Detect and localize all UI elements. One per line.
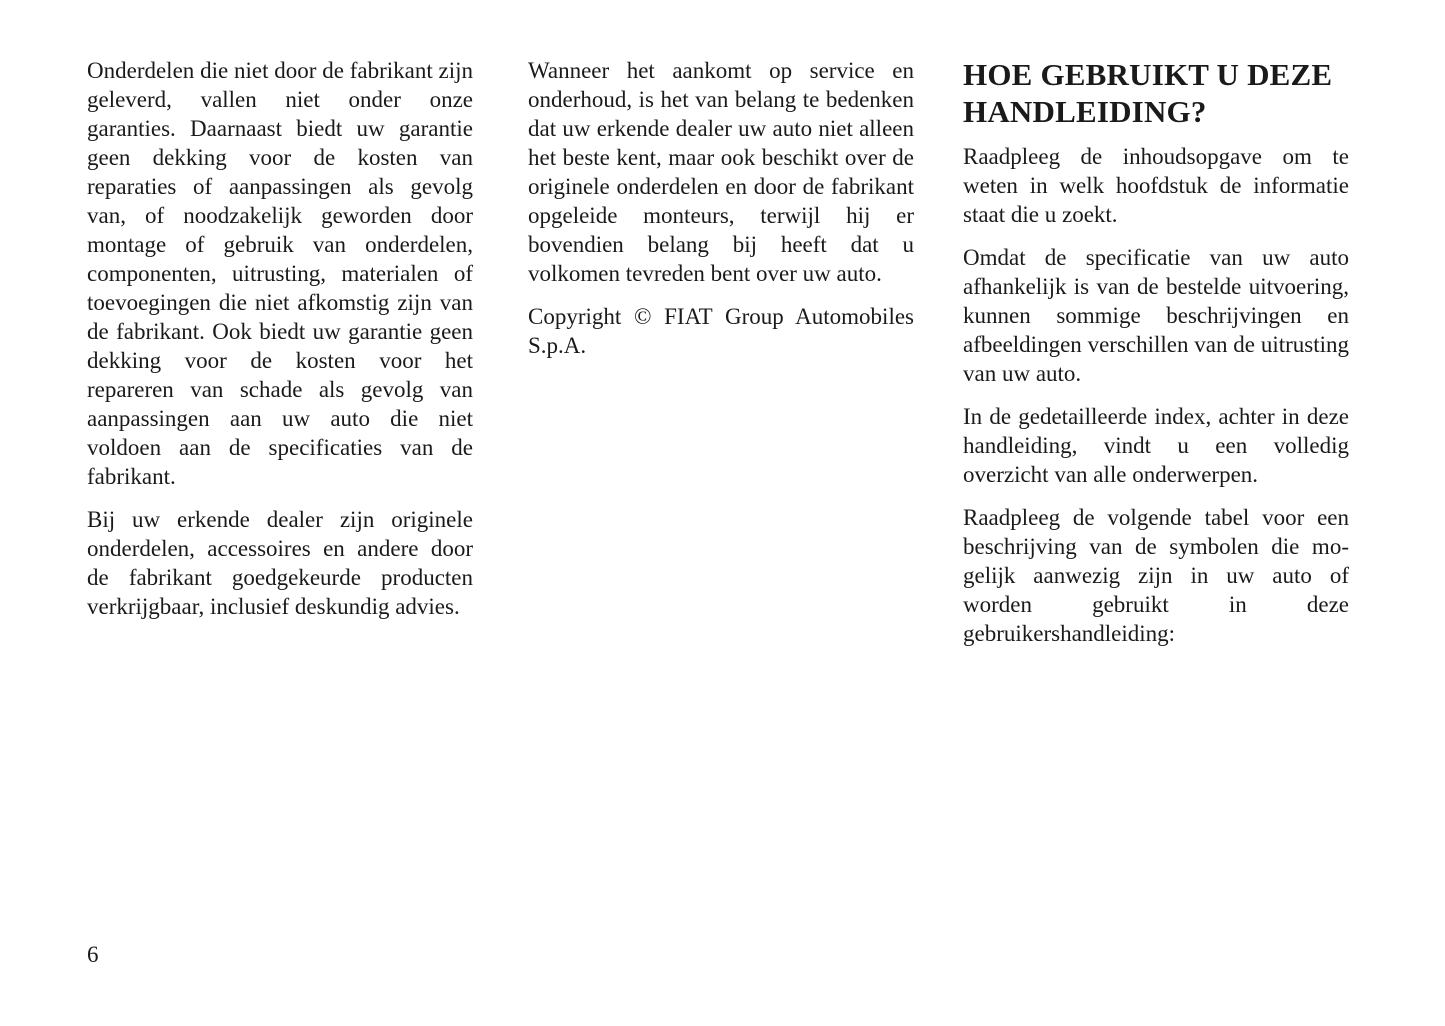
symbols-paragraph: Raadpleeg de volgende tabel voor een beschrijving van de symbolen die mogelijk aanwezig zijn in uw auto of worden gebruikt in deze gebruikershandleiding: xyxy=(963,505,1349,646)
specification-paragraph: Omdat de specificatie van uw auto afhankelijk is van de bestelde uitvoering, kunnen sommige beschrijvingen en afbeeldingen verschillen van de uitrusting van uw auto. xyxy=(963,245,1349,386)
dealer-parts-paragraph: Bij uw erkende dealer zijn originele onderdelen, accessoires en andere door de fabrikant goedgekeurde producten verkrijgbaar, inclusief deskundig advies. xyxy=(87,507,473,619)
warranty-paragraph: Onderdelen die niet door de fabrikant zijn geleverd, vallen niet onder onze garanties. Daarnaast biedt uw garantie geen dekking voor de kosten van reparaties of aanpassingen als gevolg van, of noodzakelijk geworden door montage of gebruik van onderdelen, componenten, uitrusting, materialen of toevoegingen die niet afkomstig zijn van de fabrikant. Ook biedt uw garantie geen dekking voor de kosten voor het repareren van schade als gevolg van aanpassingen aan uw auto die niet voldoen aan de specificaties van de fabrikant. xyxy=(87,58,473,489)
index-paragraph: In de gedetailleerde index, achter in deze handleiding, vindt u een volledig overzicht van alle onderwerpen. xyxy=(963,404,1349,487)
contents-paragraph: Raadpleeg de inhoudsopgave om te weten in welk hoofdstuk de informatie staat die u zoekt. xyxy=(963,144,1349,227)
middle-column xyxy=(528,56,914,374)
section-heading: HOE GEBRUIKT U DEZE HANDLEIDING? xyxy=(963,57,1333,129)
left-column xyxy=(87,56,473,635)
right-column xyxy=(963,56,1349,662)
service-paragraph: Wanneer het aankomt op service en onderhoud, is het van belang te bedenken dat uw erkende dealer uw auto niet alleen het beste kent, maar ook beschikt over de originele onderdelen en door de fabrikant opgeleide monteurs, terwijl hij er bovendien belang bij heeft dat u volkomen tevreden bent over uw auto. xyxy=(528,58,914,286)
copyright-paragraph: Copyright © FIAT Group Automobiles S.p.A. xyxy=(528,304,914,358)
page-number: 6 xyxy=(87,942,99,967)
